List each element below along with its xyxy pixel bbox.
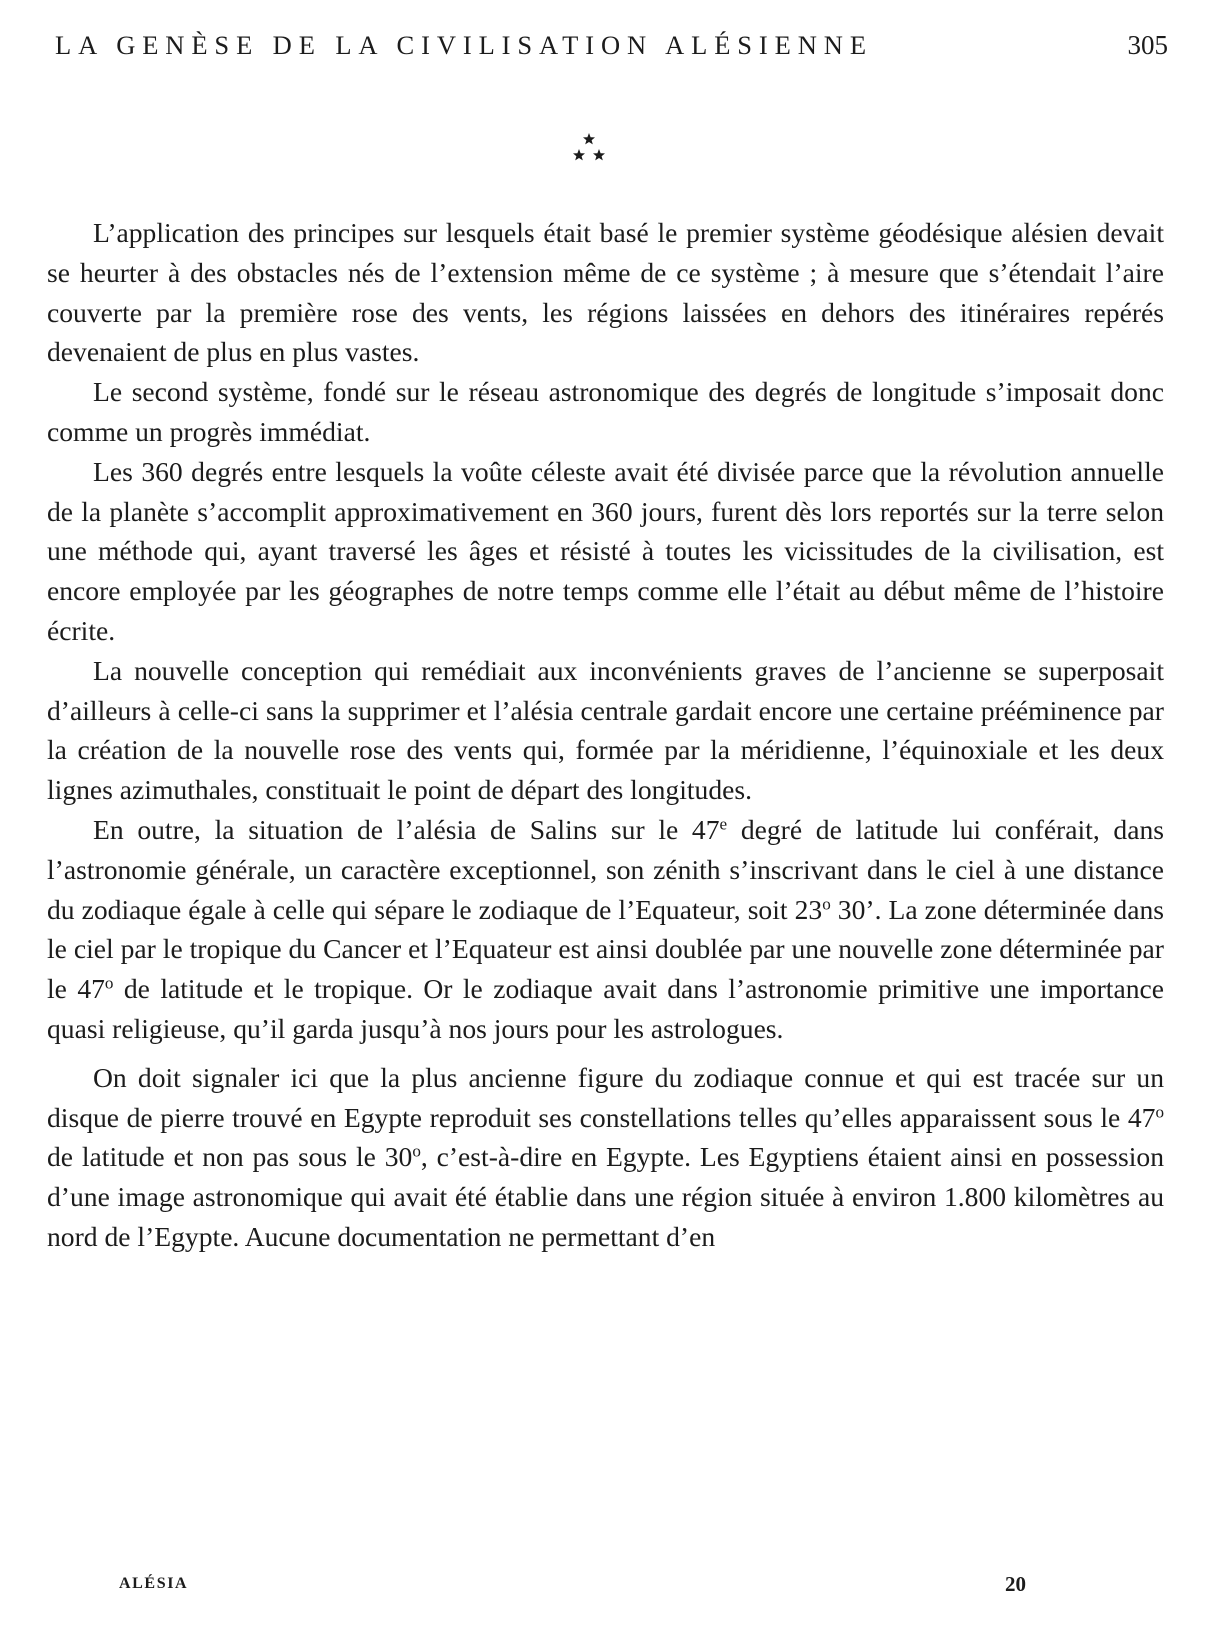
- running-head: [47, 30, 1168, 70]
- paragraph: [47, 452, 1164, 651]
- text-run: de latitude et le tropique. Or le zodiaque avait dans l’astronomie primitive une importance quasi religieuse, qu’il garda jusqu’à nos jours pour les astrologues.: [47, 973, 1165, 1044]
- printer-signature: ALÉSIA: [119, 1575, 189, 1592]
- page-footer: [47, 1572, 1164, 1605]
- paragraph: [47, 372, 1164, 452]
- paragraph: [47, 213, 1164, 372]
- text-run: , c’est-à-dire en Egypte. Les Egyptiens étaient ainsi en possession d’une image astronomique qui avait été établie dans une région située à environ 1.800 kilomètres au nord de l’Egypte. Aucune documentation ne permettant d’en: [47, 1141, 1164, 1252]
- text-run: degré de latitude lui conférait, dans l’astronomie générale, un caractère exceptionnel, son zénith s’inscrivant dans le ciel à une distance du zodiaque égale à celle qui sépare le zodiaque de l’Equateur, soit 23: [47, 813, 1164, 925]
- text-run: 30’. La zone déterminée dans le ciel par le tropique du Cancer et l’Equateur est ainsi doublée par une nouvelle zone déterminée par le 47: [47, 893, 1164, 1005]
- text-run: Les 360 degrés entre lesquels la voûte céleste avait été divisée parce que la révolution annuelle de la planète s’accomplit approximativement en 360 jours, furent dès lors reportés sur la terre selon une méthode qui, ayant traversé les âges et résisté à toutes les vicissitudes de la civilisation, est encore employée par les géographes de notre temps comme elle l’était au début même de l’histoire écrite.: [47, 455, 1164, 646]
- asterism-icon: [559, 131, 619, 171]
- running-title: LA GENÈSE DE LA CIVILISATION ALÉSIENNE: [55, 30, 873, 60]
- superscript: o: [1155, 1102, 1164, 1122]
- signature-number: 20: [1005, 1572, 1026, 1596]
- text-run: On doit signaler ici que la plus ancienne figure du zodiaque connue et qui est tracée sur un disque de pierre trouvé en Egypte reproduit ses constellations telles qu’elles apparaissent sous le 47: [47, 1061, 1164, 1133]
- text-run: La nouvelle conception qui remédiait aux inconvénients graves de l’ancienne se superposait d’ailleurs à celle-ci sans la supprimer et l’alésia centrale gardait encore une certaine prééminence par la création de la nouvelle rose des vents qui, formée par la méridienne, l’équinoxiale et les deux lignes azimuthales, constituait le point de départ des longitudes.: [47, 654, 1164, 806]
- superscript: o: [822, 894, 831, 914]
- superscript: o: [412, 1141, 421, 1161]
- page-number: 305: [1127, 30, 1168, 60]
- paragraph: [47, 1058, 1164, 1257]
- superscript: e: [719, 814, 728, 834]
- text-run: En outre, la situation de l’alésia de Salins sur le 47: [93, 813, 720, 845]
- superscript: o: [104, 973, 114, 993]
- text-run: Le second système, fondé sur le réseau astronomique des degrés de longitude s’imposait donc comme un progrès immédiat.: [47, 376, 1164, 447]
- paragraph: [47, 810, 1164, 1049]
- text-run: de latitude et non pas sous le 30: [47, 1141, 413, 1173]
- body-text: [47, 213, 1164, 1257]
- book-page: [47, 0, 1168, 1635]
- paragraph: [47, 651, 1164, 810]
- text-run: L’application des principes sur lesquels était basé le premier système géodésique alésien devait se heurter à des obstacles nés de l’extension même de ce système ; à mesure que s’étendait l’aire couverte par la première rose des vents, les régions laissées en dehors des itinéraires repérés devenaient de plus en plus vastes.: [47, 217, 1164, 368]
